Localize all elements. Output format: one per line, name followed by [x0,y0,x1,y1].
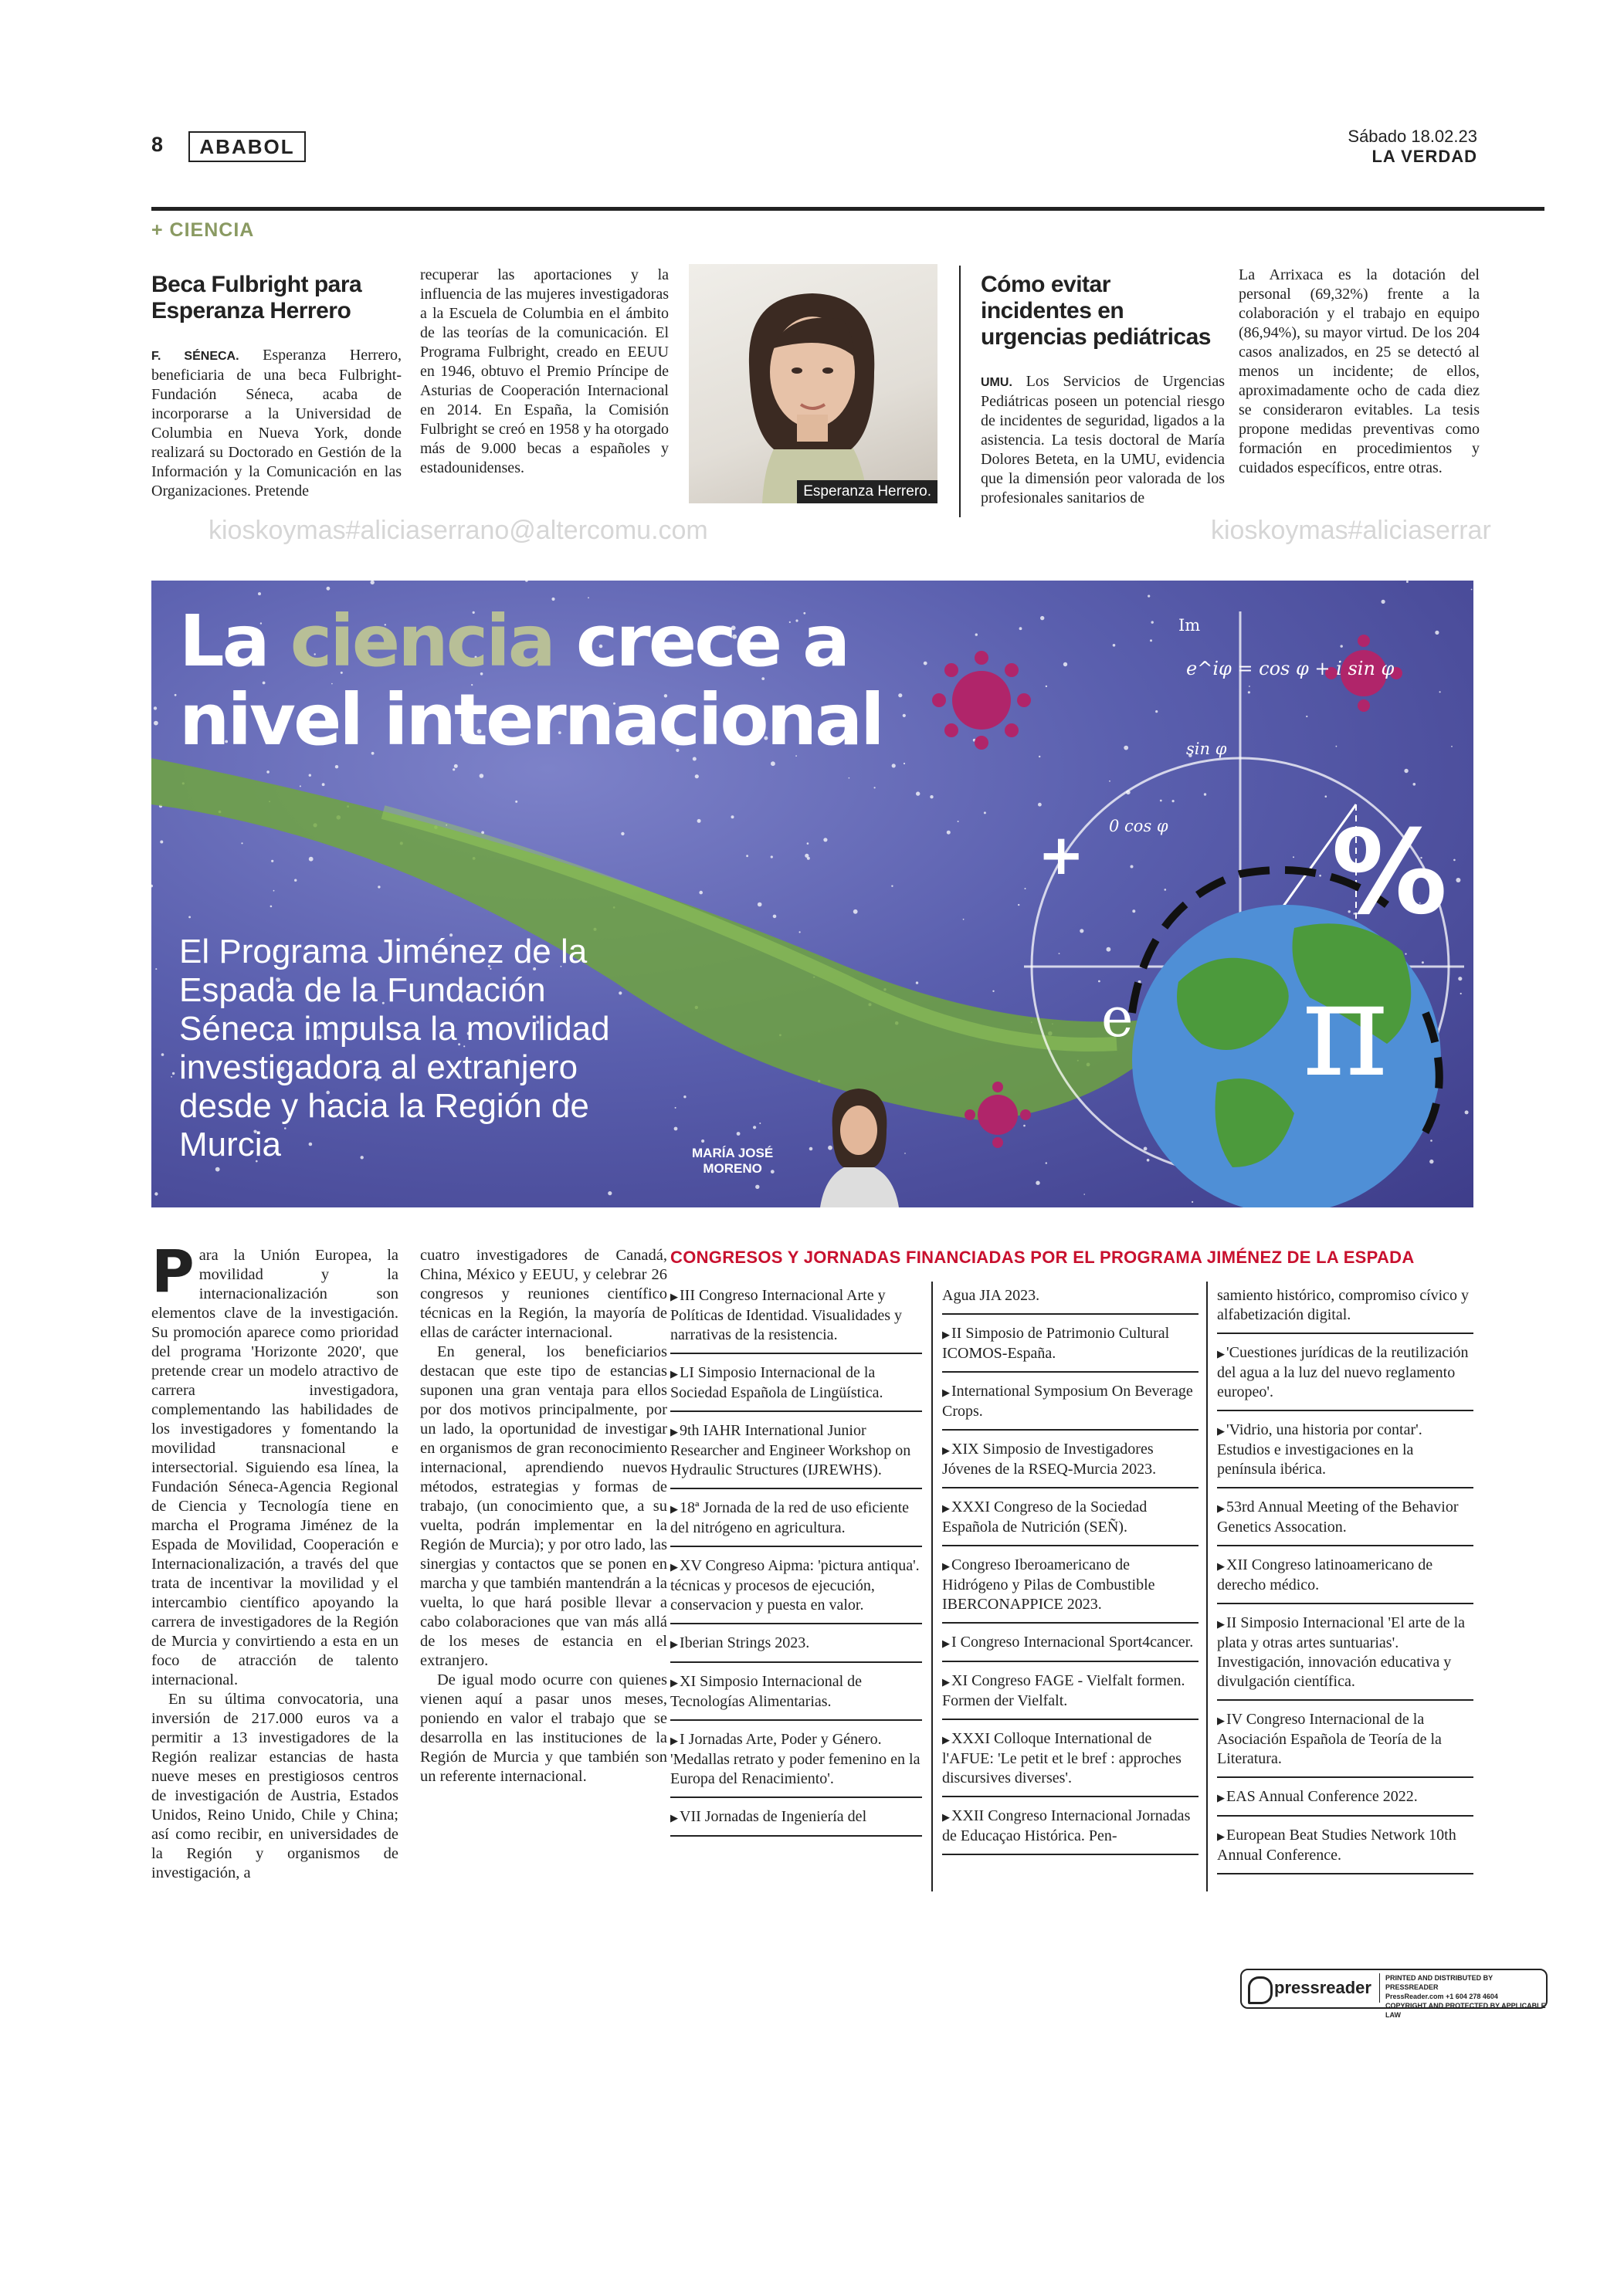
star-dot [1453,859,1456,862]
author-first-name: MARÍA JOSÉ [692,1146,774,1160]
triangle-icon: ▶ [670,1638,678,1650]
star-dot [891,886,893,887]
star-dot [737,1132,741,1136]
star-dot [1147,1159,1150,1162]
legal-line1: PRINTED AND DISTRIBUTED BY PRESSREADER [1385,1974,1493,1991]
congress-item [1217,1340,1473,1411]
star-dot [1155,710,1158,713]
star-dot [930,795,933,798]
star-dot [1406,581,1409,583]
congress-item [1217,1823,1473,1874]
svg-text:%: % [1331,806,1448,940]
congress-item [1217,1495,1473,1546]
article-paragraph: cuatro investigadores de Canadá, China, México y EEUU, y celebrar 26 congresos y reuniones científico técnicas en la Región, la mayoría de ellas de carácter internacional. [420,1247,667,1341]
star-dot [322,783,325,786]
brief-fulbright-col1 [151,272,402,501]
star-dot [378,886,380,888]
star-dot [1063,662,1067,666]
article-col1 [151,1237,398,1883]
triangle-icon: ▶ [942,1637,950,1649]
congresos-heading: CONGRESOS Y JORNADAS FINANCIADAS POR EL PROGRAMA JIMÉNEZ DE LA ESPADA [670,1248,1415,1267]
congress-label: Congreso Iberoamericano de Hidrógeno y Pilas de Combustible IBERCONAPPICE 2023. [942,1556,1155,1613]
triangle-icon: ▶ [942,1811,950,1823]
triangle-icon: ▶ [670,1735,678,1746]
star-dot [271,860,273,862]
section-name: ABABOL [188,131,306,162]
star-dot [1080,929,1083,933]
congress-item-continued: Agua JIA 2023. [942,1283,1199,1315]
brief-fulbright-title: Beca Fulbright para Esperanza Herrero [151,272,362,323]
star-dot [731,815,734,818]
congress-item [670,1631,922,1663]
star-dot [1039,756,1040,757]
triangle-icon: ▶ [1217,1618,1225,1630]
star-dot [1405,953,1406,955]
congress-label: XV Congreso Aipma: 'pictura antiqua'. técnicas y procesos de ejecución, conservacion y puesta en valor. [670,1557,920,1614]
triangle-icon: ▶ [670,1503,678,1515]
article-paragraph: En su última convocatoria, una inversión de 217.000 euros va a permitir a 13 investigadores de la Región realizar estancias de hasta nueve meses en prestigiosos centros de investigación de Austria, Estados Unidos, Reino Unido, Chile y China; así como recibir, en universidades de la Región y organismos de investigación, a [151,1691,398,1881]
star-dot [241,842,242,844]
star-dot [309,857,314,862]
star-dot [1458,977,1462,980]
star-dot [1144,1147,1148,1151]
congress-item [942,1553,1199,1624]
star-dot [480,774,484,778]
star-dot [215,1167,220,1172]
star-dot [454,764,458,768]
svg-text:π: π [1302,953,1388,1106]
congress-label: Iberian Strings 2023. [680,1634,810,1651]
star-dot [515,801,517,803]
star-dot [188,916,191,919]
congress-item [942,1630,1199,1662]
star-dot [1019,627,1022,630]
star-dot [683,1096,686,1098]
star-dot [758,902,762,907]
star-dot [171,1076,172,1078]
portrait-illustration [689,264,937,503]
star-dot [1150,639,1152,642]
star-dot [1098,980,1100,983]
star-dot [823,838,827,842]
star-dot [695,774,699,778]
author-portrait [812,1082,905,1207]
page-number: 8 [151,133,164,156]
author-byline [692,1146,773,1177]
star-dot [1435,631,1439,635]
brief-urgencias-text1 [981,372,1225,508]
triangle-icon: ▶ [942,1444,950,1456]
brief-urgencias-body1: Los Servicios de Urgencias Pediátricas poseen un potencial riesgo de incidentes de seguridad, ligados a la asistencia. La tesis doctoral de María Dolores Beteta, en la UMU, evidencia que la dimensión peor valorada de los profesionales sanitarios de [981,373,1226,506]
star-dot [1018,904,1019,906]
star-dot [701,1140,704,1143]
star-dot [699,891,703,895]
star-dot [621,832,624,835]
star-dot [1451,746,1453,747]
star-dot [799,931,801,933]
congress-item [942,1495,1199,1546]
star-dot [958,821,959,822]
star-dot [300,785,301,787]
congress-label: II Simposio de Patrimonio Cultural ICOMOS-España. [942,1325,1170,1362]
congress-item [942,1321,1199,1373]
date-block [1348,127,1477,167]
headline-line1 [179,602,883,681]
triangle-icon: ▶ [670,1291,678,1302]
svg-text:+: + [1038,822,1085,887]
triangle-icon: ▶ [1217,1715,1225,1726]
triangle-icon: ▶ [670,1426,678,1438]
star-dot [975,633,978,635]
star-dot [1422,961,1424,963]
star-dot [1023,1125,1026,1127]
star-dot [1109,781,1110,782]
star-dot [155,968,157,970]
triangle-icon: ▶ [1217,1560,1225,1572]
triangle-icon: ▶ [1217,1425,1225,1437]
star-dot [608,1191,612,1195]
star-dot [1025,888,1026,889]
star-dot [154,1192,158,1195]
congress-item [670,1495,922,1547]
star-dot [1040,616,1044,620]
congress-label: 'Cuestiones jurídicas de la reutilización del agua a la luz del nuevo reglamento europeo'. [1217,1344,1469,1400]
congress-label: XXXI Congreso de la Sociedad Española de Nutrición (SEÑ). [942,1498,1148,1536]
congress-label: EAS Annual Conference 2022. [1226,1788,1418,1805]
star-dot [154,706,157,709]
congress-item [670,1418,922,1489]
headline-line2: nivel internacional [179,679,883,761]
article-paragraph: En general, los beneficiarios destacan que este tipo de estancias suponen una gran ventaja para ellos por dos motivos principalmente, por un lado, la oportunidad de investigar en organismos de gran reconocimiento internacional, aprendiendo nuevos métodos, estrategias y formas de trabajo, (un conocimiento que, a su vuelta, podrán implementar en la Región de Murcia); y por otro lado, las sinergias y contactos que se ponen en marcha y que también mantendrán a la vuelta, lo que hará posible llevar a cabo colaboraciones que van más allá de los meses de estancia en el extranjero. [420,1343,667,1669]
star-dot [1439,691,1441,693]
star-dot [1404,769,1408,773]
pressreader-logo-icon [1248,1976,1273,2004]
star-dot [175,694,177,696]
congress-label: 'Vidrio, una historia por contar'. Estudios e investigaciones en la península ibérica. [1217,1421,1422,1478]
brief-urgencias-text2: La Arrixaca es la dotación del personal (69,32%) frente a la colaboración y el trabajo en equipo (86,94%), su mayor virtud. De los 204 casos analizados, en 25 se detectó al menos un incidente; de ellos, aproximadamente ocho de cada diez se consideraron evitables. La tesis propone medidas preventivas como formación en procedimientos y cuidados específicos, entre otras. [1239,266,1480,476]
star-dot [1038,803,1042,807]
star-dot [1059,953,1060,954]
star-dot [903,714,906,717]
author-last-name: MORENO [703,1161,762,1176]
star-dot [963,919,965,920]
star-dot [1460,993,1462,994]
triangle-icon: ▶ [942,1676,950,1688]
star-dot [154,721,158,726]
photo-caption: Esperanza Herrero. [797,480,937,503]
star-dot [1429,1160,1433,1163]
article-col2 [420,1246,667,1786]
congress-label: 9th IAHR International Junior Researcher and Engineer Workshop on Hydraulic Structures (IJREWHS). [670,1422,911,1478]
star-dot [151,885,153,888]
congress-label: XI Simposio Internacional de Tecnologías Alimentarias. [670,1673,863,1710]
congress-label: I Congreso Internacional Sport4cancer. [951,1634,1194,1651]
congresos-col1 [670,1283,922,1843]
star-dot [992,991,994,992]
star-dot [849,777,850,779]
star-dot [1113,644,1116,647]
triangle-icon: ▶ [942,1502,950,1514]
triangle-icon: ▶ [942,1329,950,1340]
congress-label: XIX Simposio de Investigadores Jóvenes de la RSEQ-Murcia 2023. [942,1441,1157,1478]
star-dot [309,774,311,777]
star-dot [1083,1194,1085,1195]
hero-headline [179,602,883,760]
congress-label: LI Simposio Internacional de la Sociedad Española de Lingüística. [670,1364,883,1401]
brief-fulbright-text2: recuperar las aportaciones y la influencia de las mujeres investigadoras a la Escuela de Columbia en el ámbito de las teorías de la comunicación. El Programa Fulbright, creado en EEUU en 1946, obtuvo el Premio Príncipe de Asturias de Cooperación Internacional en 2014. En España, la Comisión Fulbright se creó en 1958 y ha otorgado más de 9.000 becas a españoles y estadounidenses. [420,266,669,476]
congresos-col3 [1217,1283,1473,1881]
congress-label: I Jornadas Arte, Poder y Género. 'Medallas retrato y poder femenino en la Europa del Renacimiento'. [670,1731,920,1787]
congress-item [942,1437,1199,1488]
star-dot [266,770,270,774]
star-dot [327,587,331,591]
article-text: ara la Unión Europea, la movilidad y la internacionalización son elementos clave de la investigación. Su promoción aparece como prioridad del programa 'Horizonte 2020', que pretende crear un modelo atractivo de carrera investigadora, complementando las habilidades de los investigadores y fomentando la movilidad transnacional e intersectorial. Siguiendo esa línea, la Fundación Séneca-Agencia Regional de Ciencia y Tecnología tiene en marcha el Programa Jiménez de la Espada de Movilidad, Cooperación e Internacionalización, a través del que trata de incentivar la movilidad y el intercambio científico apoyando la carrera de investigadores de la Región de Murcia y convirtiendo a esta en un foco de atracción de talento internacional. [151,1247,398,1688]
header-rule [151,207,1544,211]
congress-label: XI Congreso FAGE - Vielfalt formen. Formen der Vielfalt. [942,1672,1185,1709]
brief-fulbright-lead: F. SÉNECA. [151,350,239,363]
brief-fulbright-body1: Esperanza Herrero, beneficiaria de una beca Fulbright-Fundación Séneca, acaba de incorporarse a la Universidad de Columbia en Nueva York, donde realizará su Doctorado en Gestión de la Información y la Comunicación en las Organizaciones. Pretende [151,347,402,499]
star-dot [904,763,905,764]
star-dot [1341,645,1343,647]
congress-item [670,1727,922,1798]
headline-part2: crece a [553,600,849,682]
triangle-icon: ▶ [942,1560,950,1572]
triangle-icon: ▶ [1217,1502,1225,1514]
column-divider [1206,1282,1208,1891]
brief-fulbright-text1 [151,346,402,501]
star-dot [1165,889,1167,891]
star-dot [1325,795,1327,798]
pressreader-brand: pressreader [1274,1978,1371,1997]
star-dot [160,841,163,844]
congress-item [670,1553,922,1624]
star-dot [294,879,297,882]
headline-part1: La [179,600,290,682]
triangle-icon: ▶ [670,1677,678,1688]
section-kicker: + CIENCIA [151,219,255,241]
sin-label: sin φ [1186,740,1227,758]
star-dot [1293,856,1294,858]
congress-label: II Simposio Internacional 'El arte de la plata y otras artes suntuarias'. Investigación, innovación educativa y divulgación científica. [1217,1614,1466,1690]
star-dot [525,581,528,582]
badge-divider [1379,1973,1380,2003]
triangle-icon: ▶ [670,1561,678,1573]
star-dot [807,857,810,860]
axis-im-label: Im [1178,616,1201,635]
star-dot [771,761,775,766]
star-dot [1413,783,1416,786]
star-dot [588,597,589,598]
pressreader-legal [1385,1973,1546,2020]
brief-urgencias-lead: UMU. [981,376,1012,389]
triangle-icon: ▶ [670,1812,678,1824]
star-dot [874,787,876,788]
brief-urgencias-title: Cómo evitar incidentes en urgencias pediátricas [981,272,1211,350]
star-dot [1336,746,1338,747]
hero-subtitle: El Programa Jiménez de la Espada de la Fundación Séneca impulsa la movilidad investigadora al extranjero desde y hacia la Región de Murcia [179,933,610,1163]
congress-item [1217,1707,1473,1778]
triangle-icon: ▶ [942,1387,950,1398]
star-dot [258,592,261,595]
congress-item [1217,1417,1473,1488]
congress-item [942,1803,1199,1855]
star-dot [753,1126,756,1129]
star-dot [807,842,809,845]
drop-cap: P [151,1237,195,1305]
congress-item [670,1283,922,1354]
star-dot [755,1185,759,1189]
star-dot [1160,800,1162,802]
star-dot [1471,589,1473,591]
column-divider [959,266,961,517]
congress-item-continued: samiento histórico, compromiso cívico y alfabetización digital. [1217,1283,1473,1334]
star-dot [1249,686,1250,687]
triangle-icon: ▶ [1217,1830,1225,1842]
star-dot [1151,621,1154,623]
legal-line3: COPYRIGHT AND PROTECTED BY APPLICABLE LAW [1385,2002,1546,2019]
hero-illustration [151,581,1473,1207]
star-dot [1132,909,1135,913]
triangle-icon: ▶ [1217,1792,1225,1803]
star-dot [853,909,858,914]
star-dot [1306,716,1307,717]
congresos-col2 [942,1283,1199,1861]
star-dot [984,811,986,814]
pressreader-badge [1240,1969,1548,2019]
star-dot [371,581,375,584]
legal-line2: PressReader.com +1 604 278 4604 [1385,1993,1498,2000]
headline-accent: ciencia [290,600,554,682]
watermark-left: kioskoymas#aliciaserrano@altercomu.com [209,516,708,545]
congress-label: IV Congreso Internacional de la Asociación Española de Teoría de la Literatura. [1217,1711,1442,1767]
star-dot [1148,595,1150,598]
congress-item [942,1668,1199,1720]
star-dot [273,890,275,892]
star-dot [947,831,951,835]
star-dot [898,693,902,697]
star-dot [1046,686,1047,687]
star-dot [674,1127,678,1131]
star-dot [619,991,622,994]
congress-item [1217,1610,1473,1701]
star-dot [1456,878,1460,882]
congress-item [1217,1553,1473,1604]
watermark-right: kioskoymas#aliciaserrar [1211,516,1491,545]
star-dot [924,662,927,665]
star-dot [1046,1162,1047,1163]
star-dot [697,819,701,823]
congress-item [670,1669,922,1721]
euler-formula: e^iφ = cos φ + i sin φ [1186,658,1395,679]
star-dot [1192,1201,1193,1203]
star-dot [161,1053,164,1056]
star-dot [1131,865,1134,869]
star-dot [1465,1110,1469,1114]
triangle-icon: ▶ [942,1734,950,1746]
triangle-icon: ▶ [670,1368,678,1380]
star-dot [1124,746,1128,750]
congress-label: European Beat Studies Network 10th Annual Conference. [1217,1827,1456,1864]
star-dot [1319,875,1321,877]
newspaper-name: LA VERDAD [1371,147,1477,166]
star-dot [1430,1140,1432,1142]
congress-item [942,1726,1199,1797]
star-dot [916,791,920,795]
star-dot [1036,1181,1039,1185]
star-dot [773,915,777,919]
cos-label: 0 cos φ [1109,817,1168,835]
congress-label: XXXI Colloque International de l'AFUE: 'Le petit et le bref : approches discursives diverses'. [942,1730,1182,1786]
star-dot [892,764,896,767]
congress-label: XII Congreso latinoamericano de derecho médico. [1217,1556,1433,1593]
star-dot [453,768,455,770]
congress-label: VII Jornadas de Ingeniería del [680,1808,867,1825]
star-dot [675,1107,676,1109]
star-dot [1172,800,1175,802]
triangle-icon: ▶ [1217,1348,1225,1360]
congress-label: International Symposium On Beverage Crops. [942,1383,1193,1420]
star-dot [771,855,773,858]
star-dot [1382,600,1385,604]
star-dot [1248,691,1250,693]
star-dot [270,906,273,908]
congress-label: XXII Congreso Internacional Jornadas de Educaçao Histórica. Pen- [942,1807,1191,1844]
author-photo [812,1082,905,1207]
star-dot [916,981,918,984]
star-dot [1204,793,1206,795]
congress-item [670,1804,922,1837]
congress-label: 53rd Annual Meeting of the Behavior Genetics Assocation. [1217,1498,1459,1536]
star-dot [1107,947,1111,952]
congress-item [670,1360,922,1412]
congress-label: III Congreso Internacional Arte y Políticas de Identidad. Visualidades y narrativas de la resistencia. [670,1287,903,1343]
star-dot [746,855,748,857]
star-dot [335,765,338,768]
star-dot [759,1123,761,1124]
article-paragraph [151,1237,398,1690]
congress-label: 18ª Jornada de la red de uso eficiente del nitrógeno en agricultura. [670,1499,910,1536]
photo-esperanza-herrero [689,264,937,503]
star-dot [172,1072,175,1075]
congress-item [942,1379,1199,1431]
issue-date: Sábado 18.02.23 [1348,127,1477,146]
svg-text:e: e [1101,986,1134,1049]
article-paragraph: De igual modo ocurre con quienes vienen aquí a pasar unos meses, poniendo en valor el trabajo que se desarrolla en las instituciones de la Región de Murcia y que también son un referente internacional. [420,1671,667,1785]
brief-urgencias-col1 [981,272,1225,508]
column-divider [931,1282,933,1891]
congress-item [1217,1784,1473,1817]
